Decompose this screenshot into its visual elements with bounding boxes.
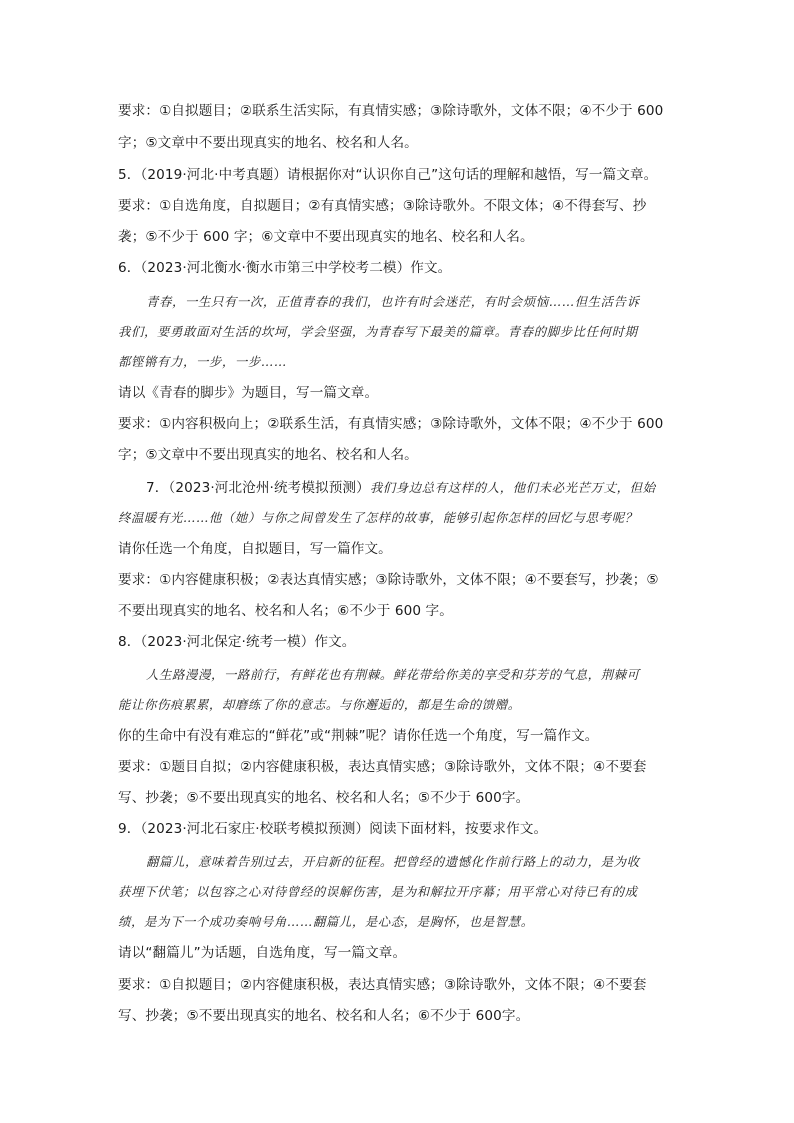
requirement-line: 要求：①自拟题目；②内容健康积极，表达真情实感；③除诗歌外，文体不限；④不要套 <box>118 977 647 993</box>
material-text: 绩，是为下一个成功奏响号角……翻篇儿，是心态，是胸怀，也是智慧。 <box>118 914 534 929</box>
material-text: 能让你伤痕累累，却磨练了你的意志。与你邂逅的，都是生命的馈赠。 <box>118 697 521 712</box>
requirement-line: 要求：①内容健康积极；②表达真情实感；③除诗歌外，文体不限；④不要套写，抄袭；⑤ <box>118 572 659 588</box>
requirement-line: 要求：①题目自拟；②内容健康积极，表达真情实感；③除诗歌外，文体不限；④不要套 <box>118 759 647 775</box>
prompt-line: 你的生命中有没有难忘的“鲜花”或“荆棘”呢？请你任选一个角度，写一篇作文。 <box>118 728 599 744</box>
question-5-heading: 5．（2019·河北·中考真题）请根据你对“认识你自己”这句话的理解和越悟，写一篇文章。 <box>118 167 658 183</box>
question-8-heading: 8．（2023·河北保定·统考一模）作文。 <box>118 634 356 650</box>
requirement-line: 要求：①内容积极向上；②联系生活，有真情实感；③除诗歌外，文体不限；④不少于 600 <box>118 416 664 432</box>
material-text: 都铿锵有力，一步，一步…… <box>118 354 287 369</box>
material-text: 我们身边总有这样的人，他们未必光芒万丈，但始 <box>369 480 656 495</box>
prompt-line: 请你任选一个角度，自拟题目，写一篇作文。 <box>118 541 392 557</box>
material-text: 青春，一生只有一次，正值青春的我们，也许有时会迷茫，有时会烦恼……但生活告诉 <box>146 294 640 309</box>
material-text: 翻篇儿，意味着告别过去，开启新的征程。把曾经的遗憾化作前行路上的动力，是为收 <box>146 854 640 869</box>
question-9-heading: 9．（2023·河北石家庄·校联考模拟预测）阅读下面材料，按要求作文。 <box>118 821 548 837</box>
requirement-line: 要求：①自选角度，自拟题目；②有真情实感；③除诗歌外。不限文体；④不得套写、抄 <box>118 198 647 214</box>
material-text: 获埋下伏笔；以包容之心对待曾经的误解伤害，是为和解拉开序幕；用平常心对待已有的成 <box>118 884 638 899</box>
question-7-prefix: 7．（2023·河北沧州·统考模拟预测） <box>146 480 370 496</box>
requirement-line: 写、抄袭；⑤不要出现真实的地名、校名和人名；⑥不少于 600字。 <box>118 1008 530 1024</box>
material-text: 终温暖有光……他（她）与你之间曾发生了怎样的故事，能够引起你怎样的回忆与思考呢？ <box>118 510 638 525</box>
requirement-line: 字；⑤文章中不要出现真实的地名、校名和人名。 <box>118 135 418 151</box>
requirement-line: 不要出现真实的地名、校名和人名；⑥不少于 600 字。 <box>118 603 453 619</box>
requirement-line: 要求：①自拟题目；②联系生活实际，有真情实感；③除诗歌外，文体不限；④不少于 600 <box>118 103 664 119</box>
question-6-heading: 6．（2023·河北衡水·衡水市第三中学校考二模）作文。 <box>118 260 452 276</box>
requirement-line: 字；⑤文章中不要出现真实的地名、校名和人名。 <box>118 447 418 463</box>
question-7-heading <box>118 478 656 498</box>
prompt-line: 请以“翻篇儿”为话题，自选角度，写一篇文章。 <box>118 945 407 961</box>
prompt-line: 请以《青春的脚步》为题目，写一篇文章。 <box>118 385 379 401</box>
requirement-line: 袭；⑤不少于 600 字；⑥文章中不要出现真实的地名、校名和人名。 <box>118 229 534 245</box>
material-text: 人生路漫漫，一路前行，有鲜花也有荆棘。鲜花带给你美的享受和芬芳的气息，荆棘可 <box>146 667 640 682</box>
material-text: 我们，要勇敢面对生活的坎坷，学会坚强，为青春写下最美的篇章。青春的脚步比任何时期 <box>118 324 638 339</box>
requirement-line: 写、抄袭；⑤不要出现真实的地名、校名和人名；⑤不少于 600字。 <box>118 790 530 806</box>
